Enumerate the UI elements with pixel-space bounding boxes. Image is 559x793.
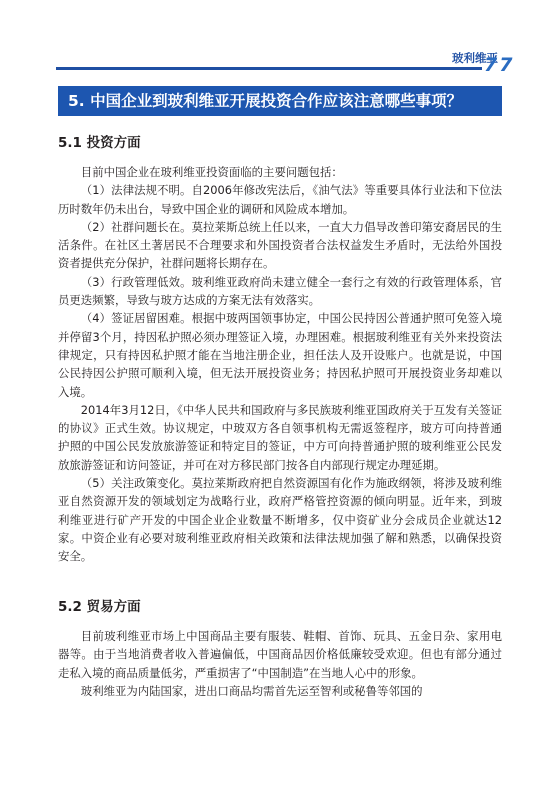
paragraph: 目前玻利维亚市场上中国商品主要有服装、鞋帽、首饰、玩具、五金日杂、家用电器等。由于当地消费者收入普遍偏低，中国商品因价格低廉较受欢迎。但也有部分通过走私入境的商品质量低劣，严重损害了“中国制造”在当地人心中的形象。 (58, 629, 502, 680)
paragraph: （5）关注政策变化。莫拉莱斯政府把自然资源国有化作为施政纲领，将涉及玻利维亚自然资源开发的领域划定为战略行业，政府严格管控资源的倾向明显。近年来，到玻利维亚进行矿产开发的中国企业企业数量不断增多，仅中资矿业分会成员企业就达12家。中资企业有必要对玻利维亚政府相关政策和法律法规加强了解和熟悉，以确保投资安全。 (58, 476, 502, 564)
running-header-label: 玻利维亚 (452, 51, 498, 65)
page-number: 77 (484, 54, 515, 76)
paragraph: 2014年3月12日，《中华人民共和国政府与多民族玻利维亚国政府关于互发有关签证的协议》正式生效。协议规定，中玻双方各自领事机构无需返签程序，玻方可向持普通护照的中国公民发放旅游签证和特定目的签证，中方可向持普通护照的玻利维亚公民发放旅游签证和访问签证，并可在对方移民部门按各自内部现行规定办理延期。 (58, 402, 502, 472)
section-body-trade (58, 627, 502, 700)
paragraph: （2）社群问题长在。莫拉莱斯总统上任以来，一直大力倡导改善印第安裔居民的生活条件。在社区土著居民不合理要求和外国投资者合法权益发生矛盾时，无法给外国投资者提供充分保护，社群问题将长期存在。 (58, 219, 502, 271)
paragraph: 玻利维亚为内陆国家，进出口商品均需首先运至智利或秘鲁等邻国的 (80, 683, 423, 698)
paragraph: （4）签证居留困难。根据中玻两国领事协定，中国公民持因公普通护照可免签入境并停留3个月，持因私护照必须办理签证入境，办理困难。根据玻利维亚有关外来投资法律规定，只有持因私护照才能在当地注册企业，担任法人及开设账户。也就是说，中国公民持因公护照可顺利入境，但无法开展投资业务；持因私护照可开展投资业务却难以入境。 (58, 311, 502, 399)
section-title-trade: 5.2 贸易方面 (58, 599, 141, 615)
chapter-banner: 5. 中国企业到玻利维亚开展投资合作应该注意哪些事项？ (58, 86, 502, 116)
paragraph: （1）法律法规不明。自2006年修改宪法后，《油气法》等重要具体行业法和下位法历时数年仍未出台，导致中国企业的调研和风险成本增加。 (58, 183, 502, 216)
section-body-investment (58, 163, 502, 566)
header-rule (56, 67, 482, 70)
section-title-investment: 5.1 投资方面 (58, 135, 141, 151)
paragraph: （3）行政管理低效。玻利维亚政府尚未建立健全一套行之有效的行政管理体系，官员更迭频繁，导致与玻方达成的方案无法有效落实。 (58, 274, 502, 308)
paragraph: 目前中国企业在玻利维亚投资面临的主要问题包括： (80, 165, 343, 179)
